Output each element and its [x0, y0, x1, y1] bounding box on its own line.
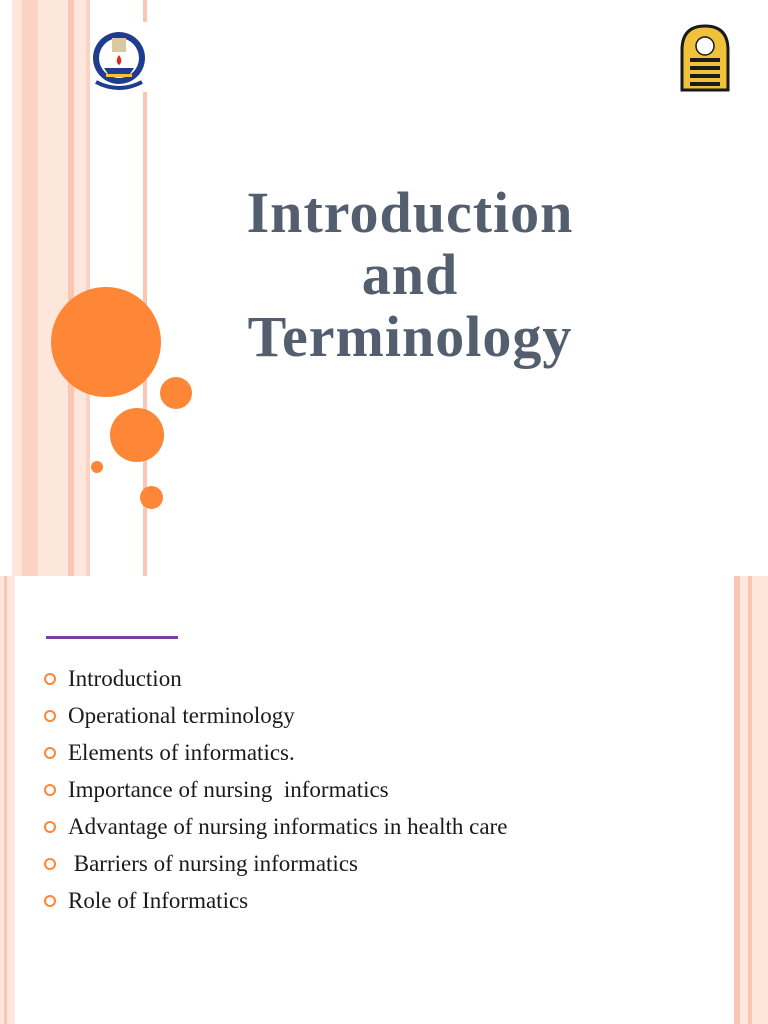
bullet-circle-icon [44, 673, 56, 685]
assiut-university-logo [678, 22, 732, 92]
title-line: Introduction [246, 180, 574, 245]
list-item-text: Role of Informatics [68, 887, 249, 913]
list-item [44, 734, 507, 771]
decor-stripe [12, 0, 22, 576]
decor-circle-tiny [91, 461, 103, 473]
list-item [44, 771, 507, 808]
title-divider [46, 636, 178, 639]
slide-title [200, 182, 620, 368]
title-line: Terminology [247, 304, 573, 369]
list-item-text: Elements of informatics. [68, 739, 295, 765]
list-item [44, 660, 507, 697]
decor-stripe [22, 0, 38, 576]
decor-circle-large [51, 287, 161, 397]
faculty-of-nursing-logo [90, 22, 148, 92]
bullet-circle-icon [44, 747, 56, 759]
decor-stripe [740, 576, 748, 1024]
list-item-text: Importance of nursing informatics [68, 776, 389, 802]
contents-slide [0, 576, 768, 1024]
decor-circle-medium [110, 408, 164, 462]
decor-stripe [38, 0, 68, 576]
list-item-text: Operational terminology [68, 702, 295, 728]
bullet-circle-icon [44, 784, 56, 796]
list-item [44, 697, 507, 734]
decor-stripe [7, 576, 15, 1024]
list-item-text: Introduction [68, 665, 182, 691]
list-item [44, 845, 507, 882]
contents-list [44, 660, 507, 919]
bullet-circle-icon [44, 821, 56, 833]
bullet-circle-icon [44, 710, 56, 722]
list-item [44, 808, 507, 845]
bullet-circle-icon [44, 858, 56, 870]
list-item [44, 882, 507, 919]
list-item-text: Barriers of nursing informatics [68, 850, 358, 876]
decor-circle-small [140, 486, 163, 509]
decor-stripe [752, 576, 768, 1024]
list-item-text: Advantage of nursing informatics in health care [68, 813, 508, 839]
decor-circle-small [160, 377, 192, 409]
title-line: and [361, 242, 459, 307]
decor-stripe [74, 0, 86, 576]
bullet-circle-icon [44, 895, 56, 907]
